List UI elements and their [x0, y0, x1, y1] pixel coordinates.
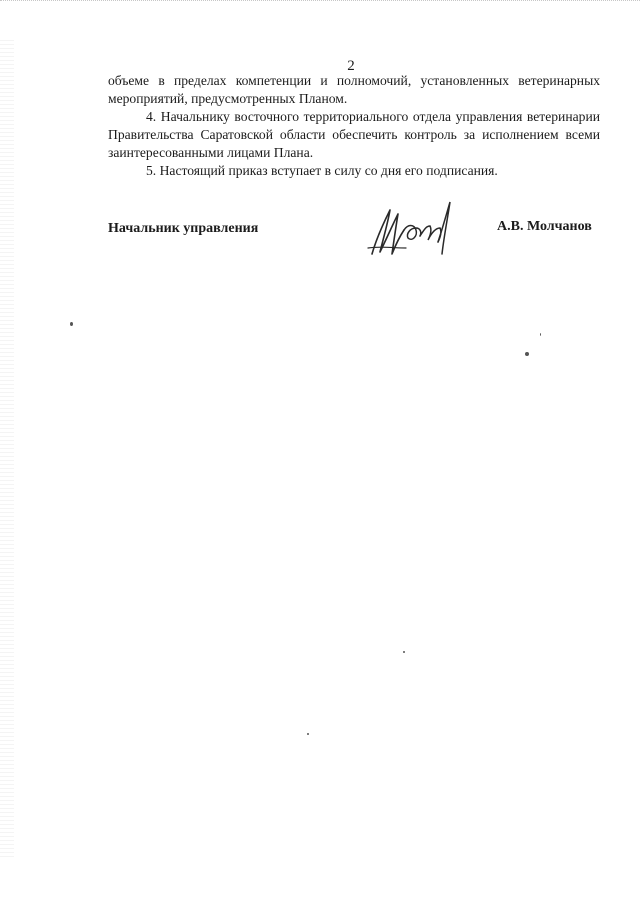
handwritten-signature — [360, 196, 460, 262]
paragraph-continuation: объеме в пределах компетенции и полномочий, установленных ветеринарных мероприятий, предусмотренных Планом. — [108, 73, 600, 106]
scan-speck — [70, 322, 73, 326]
scan-speck — [540, 333, 541, 336]
paragraph-item-5: 5. Настоящий приказ вступает в силу со дня его подписания. — [146, 163, 498, 178]
scan-speck — [403, 651, 405, 653]
page-number: 2 — [347, 58, 355, 74]
document-body — [108, 72, 600, 180]
scan-speck — [307, 733, 309, 735]
paragraph-item-4: 4. Начальнику восточного территориального отдела управления ветеринарии Правительства Саратовской области обеспечить контроль за исполнением всеми заинтересованными лицами Плана. — [108, 109, 600, 160]
scan-edge-artifact — [0, 0, 640, 7]
scan-speck — [525, 352, 529, 356]
signatory-name: А.В. Молчанов — [497, 219, 592, 234]
signatory-title: Начальник управления — [108, 221, 259, 236]
scan-margin-artifact — [0, 40, 14, 860]
